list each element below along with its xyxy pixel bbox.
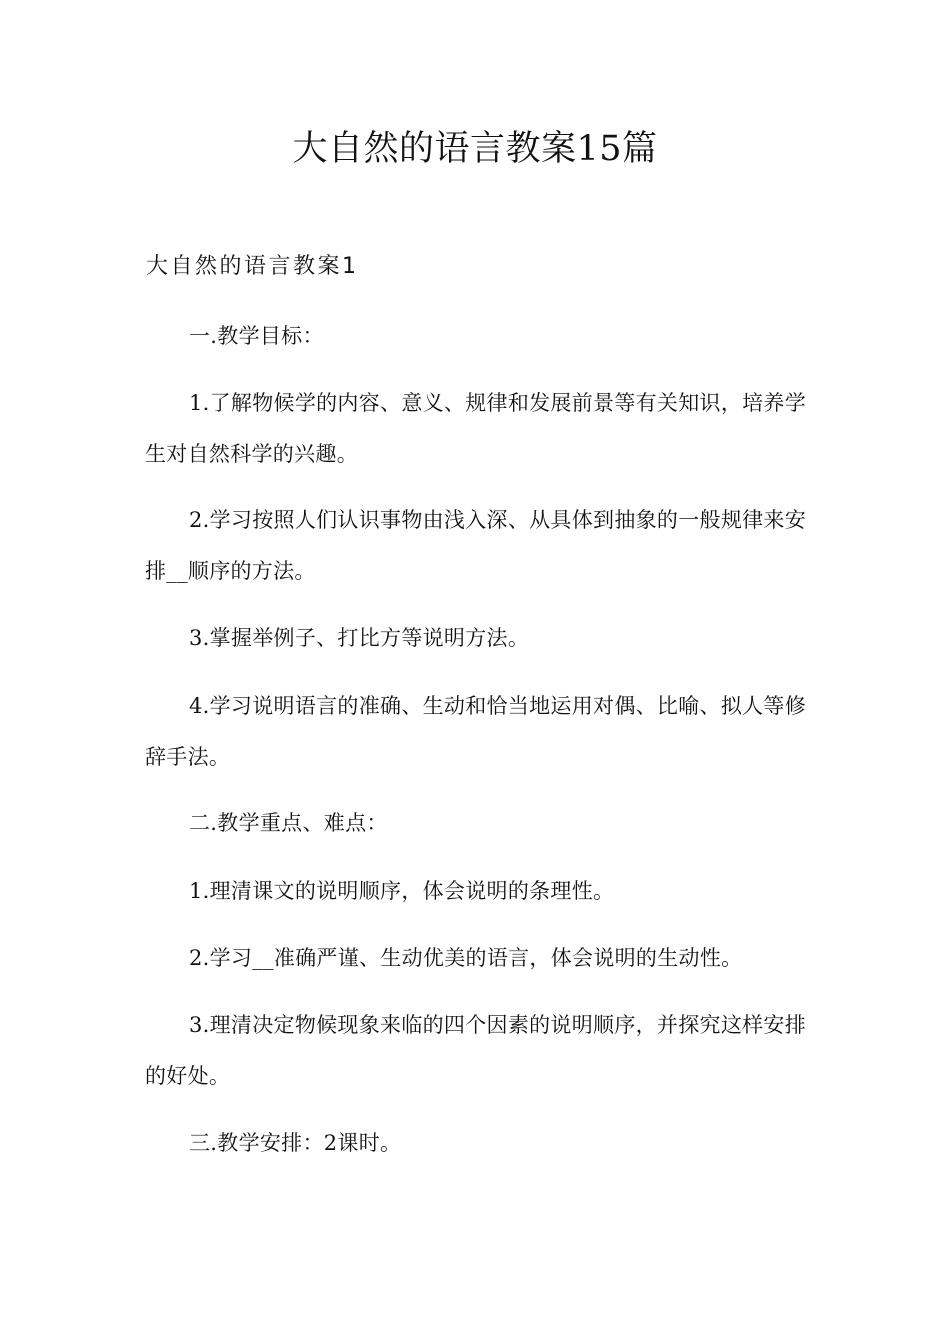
heading-teaching-goals: 一.教学目标： (189, 324, 324, 348)
key-point-item-1: 1.理清课文的说明顺序，体会说明的条理性。 (189, 879, 615, 903)
goal-item-3: 3.掌握举例子、打比方等说明方法。 (189, 626, 530, 650)
goal-item-1: 1.了解物候学的内容、意义、规律和发展前景等有关知识，培养学生对自然科学的兴趣。 (145, 391, 807, 466)
goal-item-2: 2.学习按照人们认识事物由浅入深、从具体到抽象的一般规律来安排__顺序的方法。 (145, 508, 807, 583)
section-heading: 大自然的语言教案1 (146, 254, 359, 279)
key-point-item-3: 3.理清决定物候现象来临的四个因素的说明顺序，并探究这样安排的好处。 (145, 1013, 807, 1088)
goal-item-4: 4.学习说明语言的准确、生动和恰当地运用对偶、比喻、拟人等修辞手法。 (145, 694, 807, 769)
heading-key-points: 二.教学重点、难点： (189, 811, 388, 835)
document-title: 大自然的语言教案15篇 (292, 129, 658, 169)
key-point-item-2: 2.学习__准确严谨、生动优美的语言，体会说明的生动性。 (189, 946, 743, 970)
heading-schedule: 三.教学安排：2课时。 (189, 1131, 402, 1155)
